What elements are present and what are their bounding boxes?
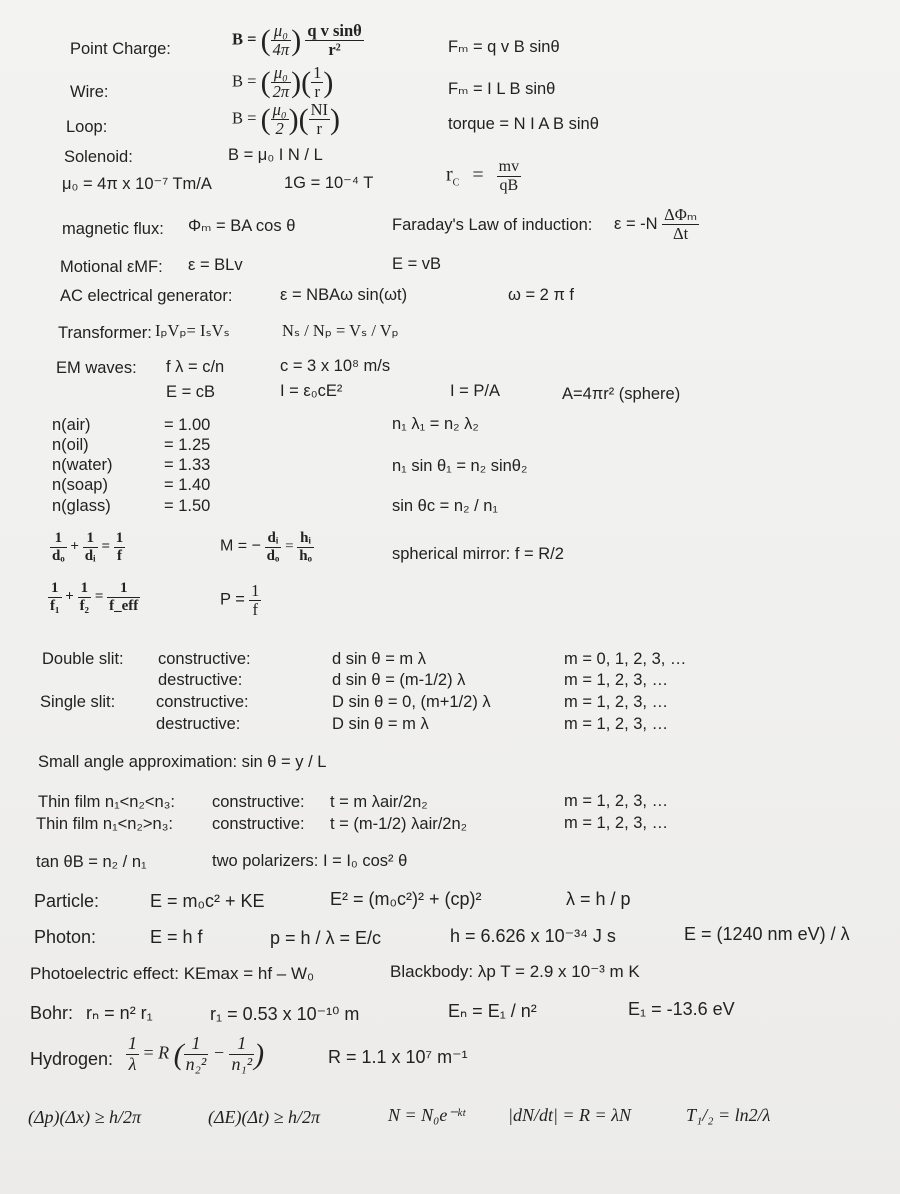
one-over-do — [50, 530, 67, 564]
n2-sq: n₂² — [185, 1053, 207, 1074]
faraday-lhs: ε = -N — [614, 215, 658, 233]
qv-sin-num: q v sinθ — [307, 21, 362, 40]
snell-law: n₁ sin θ₁ = n₂ sinθ₂ — [392, 457, 528, 475]
f: f — [117, 547, 123, 564]
half-life: T₁/₂ = ln2/λ — [686, 1105, 771, 1125]
motional-label: Motional εMF: — [60, 258, 163, 276]
thin-lens-equation: $\frac{1}{\text{dₒ}}$ + $\frac{1}{\text{dᵢ}}$ = $\frac{1}{f}$ — [52, 530, 124, 564]
interference-m: m = 1, 2, 3, … — [564, 671, 669, 689]
de-broglie: λ = h / p — [566, 889, 631, 909]
thin-film-eq: t = m λair/2n₂ — [330, 793, 428, 811]
loop-label: Loop: — [66, 118, 108, 136]
photon-energy: E = h f — [150, 927, 203, 947]
e-vb: E = vB — [392, 255, 442, 273]
di: dᵢ — [84, 547, 96, 564]
hi: hᵢ — [297, 530, 314, 548]
b-lhs: B = — [232, 108, 257, 128]
paren-close: ) — [323, 66, 334, 100]
interference-eq: D sin θ = 0, (m+1/2) λ — [332, 693, 491, 711]
point-charge-formula — [232, 22, 364, 59]
activity: |dN/dt| = R = λN — [508, 1105, 631, 1125]
mv-over-qb — [497, 158, 521, 194]
f: f — [252, 600, 258, 620]
ho: hₒ — [299, 547, 312, 564]
two-pi: 2π — [272, 82, 290, 102]
one-over-n1sq — [229, 1034, 254, 1075]
one-over-f2 — [78, 580, 92, 614]
two: 2 — [275, 119, 284, 139]
single-slit-label: Single slit: — [40, 693, 116, 711]
malus-law: two polarizers: I = I₀ cos² θ — [212, 852, 408, 870]
paren-open: ( — [298, 103, 309, 137]
rc-lhs: r — [446, 163, 453, 186]
b-lhs: B = — [232, 29, 257, 49]
intensity: I = ε₀cE² — [280, 382, 343, 400]
particle-energy: E = m₀c² + KE — [150, 891, 265, 911]
thin-film-kind: constructive: — [212, 815, 305, 833]
feff: f_eff — [109, 597, 139, 614]
do: dₒ — [266, 547, 280, 564]
index-value: = 1.00 — [164, 416, 211, 434]
sphere-area: A=4πr² (sphere) — [562, 385, 681, 403]
wire-formula — [232, 64, 333, 101]
one-over-r — [311, 64, 323, 101]
delta-t: Δt — [673, 224, 689, 244]
hi-over-ho — [297, 530, 314, 564]
particle-label: Particle: — [34, 891, 100, 911]
r: r — [314, 82, 320, 102]
i-pa: I = P/A — [450, 382, 500, 400]
spherical-mirror: spherical mirror: f = R/2 — [392, 545, 564, 563]
e-cb: E = cB — [166, 383, 216, 401]
interference-kind: constructive: — [158, 650, 251, 668]
magnification: M = − $\frac{\text{dᵢ}}{\text{dₒ}}$ = $\frac{\text{hᵢ}}{\text{hₒ}}$ — [220, 530, 312, 564]
flux-over-time — [662, 206, 699, 243]
interference-eq: d sin θ = m λ — [332, 650, 426, 668]
interference-eq: d sin θ = (m-1/2) λ — [332, 671, 466, 689]
paren-open: ( — [260, 66, 271, 100]
f1: f₁ — [50, 597, 60, 614]
double-slit-label: Double slit: — [42, 650, 124, 668]
ac-formula: ε = NBAω sin(ωt) — [280, 286, 408, 304]
rc-sub: C — [452, 177, 460, 189]
one-over-n2sq — [184, 1034, 209, 1075]
mu0: μ₀ — [271, 64, 292, 83]
planck-constant: h = 6.626 x 10⁻³⁴ J s — [450, 926, 616, 946]
faraday-label: Faraday's Law of induction: — [392, 216, 593, 234]
wire-force: Fₘ = I L B sinθ — [448, 80, 556, 98]
eq: = — [143, 1042, 154, 1063]
n1-sq: n₁² — [231, 1053, 253, 1074]
cyclotron-radius — [446, 158, 521, 194]
index-value: = 1.25 — [164, 436, 211, 454]
index-medium: n(water) — [52, 456, 113, 474]
p-lhs: P = — [220, 590, 245, 609]
interference-m: m = 1, 2, 3, … — [564, 693, 669, 711]
index-medium: n(soap) — [52, 476, 108, 494]
paren-open: ( — [301, 66, 312, 100]
mu0-over-4pi — [271, 22, 292, 59]
bohr-label: Bohr: — [30, 1003, 74, 1023]
index-medium: n(glass) — [52, 497, 111, 515]
interference-kind: destructive: — [158, 671, 243, 689]
rydberg-r: R — [158, 1042, 170, 1063]
one: 1 — [128, 1033, 137, 1053]
thin-film-kind: constructive: — [212, 793, 305, 811]
photon-momentum: p = h / λ = E/c — [270, 928, 382, 948]
interference-m: m = 1, 2, 3, … — [564, 715, 669, 733]
thin-film-label: Thin film n₁<n₂<n₃: — [38, 793, 176, 811]
one-over-f — [249, 582, 261, 619]
index-medium: n(oil) — [52, 436, 89, 454]
photon-energy-nm: E = (1240 nm eV) / λ — [684, 924, 850, 944]
paren-open: ( — [173, 1037, 184, 1071]
one: 1 — [115, 530, 124, 546]
blackbody: Blackbody: λp T = 2.9 x 10⁻³ m K — [390, 962, 640, 981]
interference-m: m = 0, 1, 2, 3, … — [564, 650, 687, 668]
paren-close: ) — [288, 103, 299, 137]
interference-kind: constructive: — [156, 693, 249, 711]
one: 1 — [107, 580, 140, 598]
index-value: = 1.33 — [164, 456, 211, 474]
motional-formula: ε = BLv — [188, 256, 243, 274]
hydrogen-label: Hydrogen: — [30, 1049, 114, 1069]
index-value: = 1.40 — [164, 476, 211, 494]
di: dᵢ — [265, 530, 282, 548]
mu0-over-2pi — [271, 64, 292, 101]
small-angle: Small angle approximation: sin θ = y / L — [38, 753, 327, 771]
one-over-f1 — [48, 580, 62, 614]
rydberg-constant: R = 1.1 x 10⁷ m⁻¹ — [328, 1047, 468, 1067]
mu0-value: μ₀ = 4π x 10⁻⁷ Tm/A — [62, 175, 212, 193]
decay-law: N = N₀e⁻ᵏᵗ — [388, 1105, 465, 1125]
paren-close: ) — [291, 66, 302, 100]
do: dₒ — [52, 547, 65, 564]
r-squared: r² — [328, 40, 341, 60]
b-lhs: B = — [232, 71, 257, 91]
one-over-di — [83, 530, 98, 564]
ni: NI — [310, 100, 329, 119]
loop-torque: torque = N I A B sinθ — [448, 115, 599, 133]
one: 1 — [48, 580, 62, 598]
paren-close: ) — [291, 24, 302, 58]
transformer-label: Transformer: — [58, 324, 152, 342]
m-lhs: M = − — [220, 537, 261, 555]
delta-flux: ΔΦₘ — [664, 205, 698, 224]
one: 1 — [229, 1034, 254, 1055]
point-charge-label: Point Charge: — [70, 40, 171, 58]
ac-label: AC electrical generator: — [60, 287, 233, 305]
photon-label: Photon: — [34, 927, 97, 947]
loop-formula — [232, 101, 340, 138]
thin-film-eq: t = (m-1/2) λair/2n₂ — [330, 815, 468, 833]
bohr-e1: E₁ = -13.6 eV — [628, 999, 735, 1019]
one-over-f — [114, 530, 126, 564]
mu0: μ₀ — [272, 100, 287, 119]
solenoid-label: Solenoid: — [64, 148, 133, 166]
one: 1 — [83, 530, 98, 548]
one: 1 — [184, 1034, 209, 1055]
bohr-energy: Eₙ = E₁ / n² — [448, 1001, 537, 1021]
em-waves-label: EM waves: — [56, 359, 137, 377]
lambda: λ — [128, 1053, 137, 1074]
qv-fraction — [305, 22, 363, 59]
f-lambda: f λ = c/n — [166, 358, 225, 376]
point-charge-force: Fₘ = q v B sinθ — [448, 38, 560, 56]
one: 1 — [313, 63, 322, 82]
omega-formula: ω = 2 π f — [508, 286, 574, 304]
one: 1 — [251, 581, 260, 600]
paren-open: ( — [260, 24, 271, 58]
four-pi: 4π — [272, 40, 290, 60]
index-value: = 1.50 — [164, 497, 211, 515]
rc-eq: = — [472, 163, 484, 186]
flux-label: magnetic flux: — [62, 220, 164, 238]
one: 1 — [78, 580, 92, 598]
combined-focal-length: $\frac{1}{\text{f₁}}$ + $\frac{1}{\text{f₂}}$ = $\frac{1}{\text{f\_eff}}$ — [50, 580, 139, 614]
interference-eq: D sin θ = m λ — [332, 715, 429, 733]
lens-power — [220, 582, 261, 619]
paren-open: ( — [260, 103, 271, 137]
photoelectric-effect: Photoelectric effect: KEmax = hf – W₀ — [30, 964, 315, 983]
wire-label: Wire: — [70, 83, 109, 101]
one-over-lambda — [126, 1034, 139, 1075]
brewster-angle: tan θB = n₂ / n₁ — [36, 853, 147, 871]
transformer-ratio: Nₛ / Nₚ = Vₛ / Vₚ — [282, 321, 399, 340]
bohr-r1: r₁ = 0.53 x 10⁻¹⁰ m — [210, 1004, 360, 1024]
wavelength-relation: n₁ λ₁ = n₂ λ₂ — [392, 415, 479, 433]
paren-close: ) — [254, 1037, 265, 1071]
thin-film-m: m = 1, 2, 3, … — [564, 814, 669, 832]
gauss-value: 1G = 10⁻⁴ T — [284, 174, 374, 192]
critical-angle: sin θc = n₂ / n₁ — [392, 497, 498, 515]
qb: qB — [499, 176, 519, 194]
mv: mv — [498, 158, 520, 175]
c-value: c = 3 x 10⁸ m/s — [280, 357, 391, 375]
one: 1 — [50, 530, 67, 548]
energy-momentum: E² = (m₀c²)² + (cp)² — [330, 889, 482, 909]
rydberg-formula: $\frac{1}{\lambda}$ = R ( $\frac{1}{\text{n₂²}}$ − $\frac{1}{\text{n₁²}}$ ) — [128, 1033, 265, 1074]
index-medium: n(air) — [52, 416, 91, 434]
paren-close: ) — [330, 103, 341, 137]
di-over-do — [265, 530, 282, 564]
ni-over-r — [309, 101, 330, 138]
mu0-over-2 — [271, 101, 289, 138]
mu0: μ₀ — [271, 22, 292, 41]
bohr-radius: rₙ = n² r₁ — [86, 1003, 153, 1023]
transformer-power: IₚVₚ= IₛVₛ — [155, 321, 230, 340]
uncertainty-momentum: (Δp)(Δx) ≥ h/2π — [28, 1107, 141, 1127]
r: r — [316, 119, 323, 139]
interference-kind: destructive: — [156, 715, 241, 733]
uncertainty-energy: (ΔE)(Δt) ≥ h/2π — [208, 1107, 320, 1127]
thin-film-label: Thin film n₁<n₂>n₃: — [36, 815, 174, 833]
faraday-formula — [614, 206, 699, 243]
one-over-feff — [107, 580, 140, 614]
solenoid-formula: B = μ₀ I N / L — [228, 146, 323, 164]
flux-formula: Φₘ = BA cos θ — [188, 217, 296, 235]
f2: f₂ — [79, 597, 90, 614]
thin-film-m: m = 1, 2, 3, … — [564, 792, 669, 810]
